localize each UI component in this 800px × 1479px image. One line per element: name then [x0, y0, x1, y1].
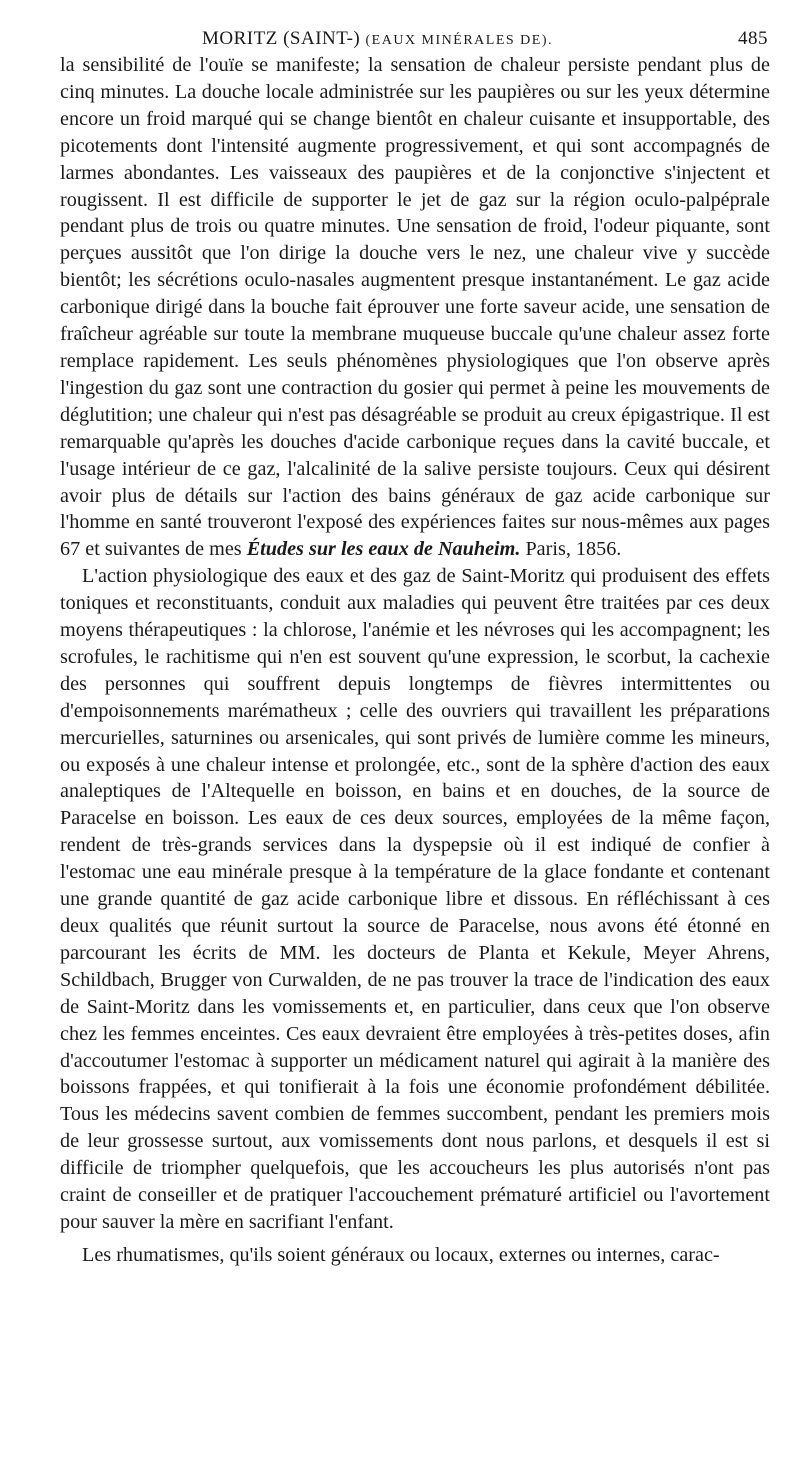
running-title-sub: (EAUX MINÉRALES DE).	[365, 33, 553, 48]
paragraph-2: L'action physiologique des eaux et des gaz de Saint-Moritz qui produisent des effets toniques et reconstituants, conduit aux maladies qui peuvent être traitées par ces deux moyens thérapeutiques : la chlorose, l'anémie et les névroses qui les accompagnent; les scrofules, le rachitisme qui n'en est souvent qu'une expression, le scorbut, la cachexie des personnes qui souffrent depuis longtemps de fièvres intermittentes ou d'empoisonnements marématheux ; celle des ouvriers qui travaillent les préparations mercurielles, saturnines ou arsenicales, qui sont privés de lumière comme les mineurs, ou exposés à une chaleur intense et prolongée, etc., sont de la sphère d'action des eaux analeptiques de l'Altequelle en boisson, en bains et en douches, de la source de Paracelse en boisson. Les eaux de ces deux sources, employées de la même façon, rendent de très-grands services dans la dyspepsie où il est indiqué de confier à l'estomac une eau minérale presque à la température de la glace fondante et contenant une grande quantité de gaz acide carbonique libre et dissous. En réfléchissant à ces deux qualités que réunit surtout la source de Paracelse, nous avons été étonné en parcourant les écrits de MM. les docteurs de Planta et Kekule, Meyer Ahrens, Schildbach, Brugger von Curwalden, de ne pas trouver la trace de l'indication des eaux de Saint-Moritz dans les vomissements et, en particulier, dans ceux que l'on observe chez les femmes enceintes. Ces eaux devraient être employées à très-petites doses, afin d'accoutumer l'estomac à supporter un médicament naturel qui agirait à la manière des boissons frappées, et qui tonifierait à la fois une économie profondément débilitée. Tous les médecins savent combien de femmes succombent, pendant les premiers mois de leur grossesse surtout, aux vomissements dont nous parlons, et desquels il est si difficile de triompher quelquefois, que les accoucheurs les plus autorisés n'ont pas craint de conseiller et de pratiquer l'accouchement prématuré artificiel ou l'avortement pour sauver la mère en sacrifiant l'enfant.	[60, 565, 770, 1233]
book-title-italic: Études sur les eaux de Nauheim.	[246, 538, 521, 561]
paragraph-3: Les rhumatismes, qu'ils soient généraux ou locaux, externes ou internes, carac-	[82, 1243, 720, 1266]
paragraph-1-tail: Paris, 1856.	[520, 538, 622, 561]
running-title-main: MORITZ (SAINT-)	[202, 28, 361, 49]
page-number: 485	[738, 28, 768, 49]
paragraph-1-text: la sensibilité de l'ouïe se manifeste; la sensation de chaleur persiste pendant plus de cinq minutes. La douche locale administrée sur les paupières ou sur les yeux détermine encore un froid marqué qui se change bientôt en chaleur cuisante et insupportable, des picotements dont l'intensité augmente progressivement, et qui sont accompagnés de larmes abondantes. Les vaisseaux des paupières et de la conjonctive s'injectent et rougissent. Il est difficile de supporter le jet de gaz sur la région oculo-palpéprale pendant plus de trois ou quatre minutes. Une sensation de froid, l'odeur piquante, sont perçues aussitôt que l'on dirige la douche vers le nez, une chaleur vive y succède bientôt; les sécrétions oculo-nasales augmentent presque instantanément. Le gaz acide carbonique dirigé dans la bouche fait éprouver une forte saveur acide, une sensation de fraîcheur agréable sur toute la membrane muqueuse buccale qu'une chaleur assez forte remplace rapidement. Les seuls phénomènes physiologiques que l'on observe après l'ingestion du gaz sont une contraction du gosier qui permet à peine les mouvements de déglutition; une chaleur qui n'est pas désagréable se produit au creux épigastrique. Il est remarquable qu'après les douches d'acide carbonique reçues dans la cavité buccale, et l'usage intérieur de ce gaz, l'alcalinité de la salive persiste toujours. Ceux qui désirent avoir plus de détails sur l'action des bains généraux de gaz acide carbonique sur l'homme en santé trouveront l'exposé des expériences faites sur nous-mêmes aux pages 67 et suivantes de mes	[60, 54, 770, 561]
paragraph-1	[60, 52, 770, 563]
body-text	[60, 52, 770, 1269]
running-head	[60, 22, 770, 50]
running-title	[202, 28, 553, 50]
